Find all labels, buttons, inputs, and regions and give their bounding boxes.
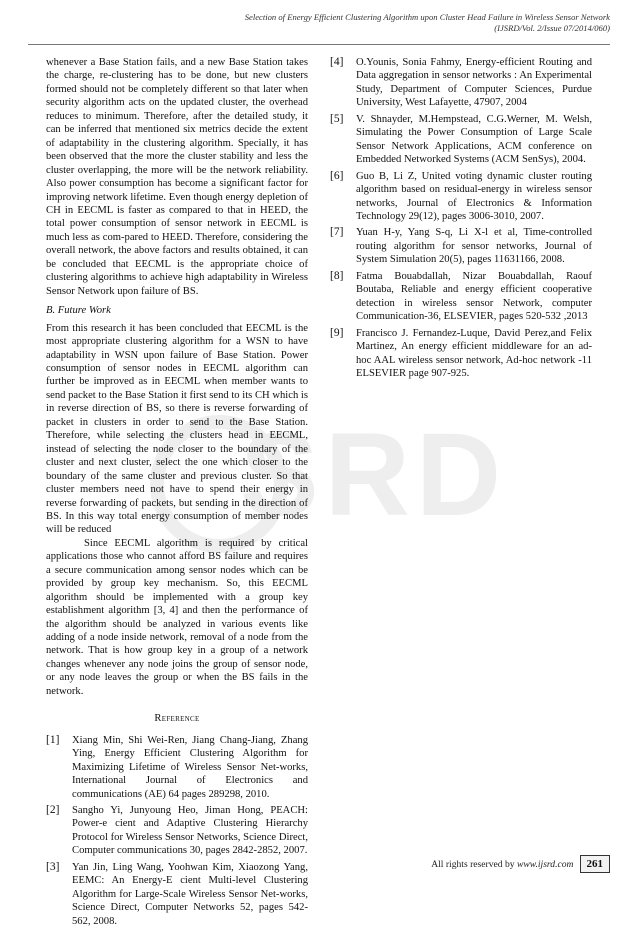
- reference-number: [1]: [46, 733, 60, 746]
- conclusion-paragraph: whenever a Base Station fails, and a new Base Station takes the charge, re-clustering has to be done, but new clusters formed should not be completely different so that later when security algorithm acts on the updated cluster, the overhead reduces to minimum. Therefore, after the detailed study, it can be inferred that mentioned six metrics decide the extent of adaptability in the clustering algorithm. Specially, it has been observed that the more the cluster stability and less the cluster overlapping, the more will be the network reliability. Also power consumption has become a significant factor for improving network lifetime. Even though energy depletion of CH in EECML is faster as compared to that in HEED, the total power consumption of sensor network in EECML is much less as com-pared to HEED. Therefore, considering the overall network, the above factors and results obtained, it can be concluded that EECML is the appropriate choice of clustering algorithms to achieve high adaptability in Wireless Sensor Network upon failure of BS.: [46, 57, 308, 297]
- reference-item: [330, 170, 592, 224]
- reference-item: [330, 113, 592, 167]
- footer-site-link[interactable]: www.ijsrd.com: [516, 858, 574, 870]
- reference-number: [9]: [330, 326, 344, 339]
- section-heading-future-work: B. Future Work: [46, 305, 111, 317]
- future-work-paragraph-1: From this research it has been concluded that EECML is the most appropriate clustering algorithm for a WSN to have adaptability in WSN upon failure of Base Station. Power consumption of sensor nodes in EECML algorithm can further be improved as in EECML when member wants to send packet to the Base Station it first send to its CH which is in reverse direction of BS, so there is reverse forwarding of packet in clusters in order to send to the Base Station. Therefore, while selecting the clusters head in EECML, instead of selecting the node closer to the boundary of the cluster and next cluster, select the one which closer to the boundary of the same cluster and previous cluster. So that cluster members need not have to spend their energy in reverse forwarding of packets, but sending in the direction of BS. In this way total energy consumption of member nodes will be reduced: [46, 322, 308, 536]
- reference-text: Francisco J. Fernandez-Luque, David Perez,and Felix Martinez, An energy efficient middleware for an ad-hoc AAL wireless sensor network, Ad-hoc network -11 ELSEVIER page 907-925.: [356, 327, 592, 379]
- reference-text: Fatma Bouabdallah, Nizar Bouabdallah, Raouf Boutaba, Reliable and energy efficient cooperative detection in wireless sensor Network, computer Communication-36, ELSEVIER, pages 520-532 ,2013: [356, 270, 592, 323]
- reference-item: [330, 56, 592, 110]
- left-column: [46, 56, 308, 931]
- reference-number: [4]: [330, 56, 344, 68]
- reference-item: [330, 327, 592, 381]
- reference-heading: Reference: [154, 713, 200, 725]
- reference-text: Yan Jin, Ling Wang, Yoohwan Kim, Xiaozong Yang, EEMC: An Energy-E cient Multi-level Clustering Algorithm for Large-Scale Wireless Sensor Net-works, Science Direct, Computer Networks 52, pages 542-562, 2008.: [72, 861, 308, 927]
- reference-text: O.Younis, Sonia Fahmy, Energy-efficient Routing and Data aggregation in sensor networks : An Experimental Study, Department of Computer Sciences, Purdue University, West Lafayette, 47907, 2004: [356, 57, 592, 109]
- reference-number: [3]: [46, 860, 60, 873]
- reference-number: [8]: [330, 269, 344, 282]
- reference-number: [5]: [330, 112, 344, 125]
- footer-rights: [431, 859, 573, 870]
- running-header: [50, 12, 610, 34]
- reference-text: Yuan H-y, Yang S-q, Li X-l et al, Time-controlled routing algorithm for sensor networks, Journal of System Simulation 20(5), pages 11631166, 2008.: [356, 227, 592, 266]
- watermark-text: SRD: [240, 409, 508, 541]
- reference-number: [6]: [330, 169, 344, 182]
- reference-text: Sangho Yi, Junyoung Heo, Jiman Hong, PEACH: Power-e cient and Adaptive Clustering Hierarchy Protocol for Wireless Sensor Networks, Science Direct, Computer communications 30, pages 2842-2852, 2007.: [72, 805, 308, 857]
- page-number: 261: [580, 855, 611, 873]
- reference-item: [46, 861, 308, 928]
- reference-number: [7]: [330, 226, 344, 239]
- header-divider: [28, 44, 610, 45]
- reference-text: Xiang Min, Shi Wei-Ren, Jiang Chang-Jiang, Zhang Ying, Energy Efficient Clustering Algorithm for Maximizing Lifetime of Wireless Sensor Net-works, International Journal of Electronics and communications (AE) 64 pages 289298, 2010.: [72, 734, 308, 800]
- footer-rights-label: All rights reserved by: [431, 858, 517, 870]
- right-column: [330, 56, 592, 386]
- header-issue: (IJSRD/Vol. 2/Issue 07/2014/060): [494, 23, 610, 33]
- page-footer: [431, 855, 610, 873]
- reference-item: [330, 226, 592, 266]
- reference-item: [46, 804, 308, 858]
- reference-number: [2]: [46, 804, 60, 817]
- reference-text: V. Shnayder, M.Hempstead, C.G.Werner, M. Welsh, Simulating the Power Consumption of Large Scale Sensor Network Applications, ACM conference on Embedded Networked Systems (ACM SenSys), 2004.: [356, 113, 592, 166]
- future-work-paragraph-2: Since EECML algorithm is required by critical applications those who cannot afford BS failure and requires a secure communication among sensor nodes which can be provided by group key mechanism. So, this EECML algorithm should be implemented with a group key establishment algorithm [3, 4] and then the performance of the algorithm should be analyzed in various events like adding of a node inside network, removal of a node from the network. That is how group key in a group of a network changes whenever any node joins the group of sensor node, or any node leaves the group or when the BS fails in the network.: [46, 537, 308, 697]
- reference-item: [330, 270, 592, 324]
- reference-text: Guo B, Li Z, United voting dynamic cluster routing algorithm based on residual-energy in wireless sensor networks, Journal of Electronics & Information Technology 29(12), pages 3006-3010, 2007.: [356, 170, 592, 222]
- header-title: Selection of Energy Efficient Clustering Algorithm upon Cluster Head Failure in Wireless Sensor Network: [244, 12, 610, 22]
- reference-item: [46, 734, 308, 801]
